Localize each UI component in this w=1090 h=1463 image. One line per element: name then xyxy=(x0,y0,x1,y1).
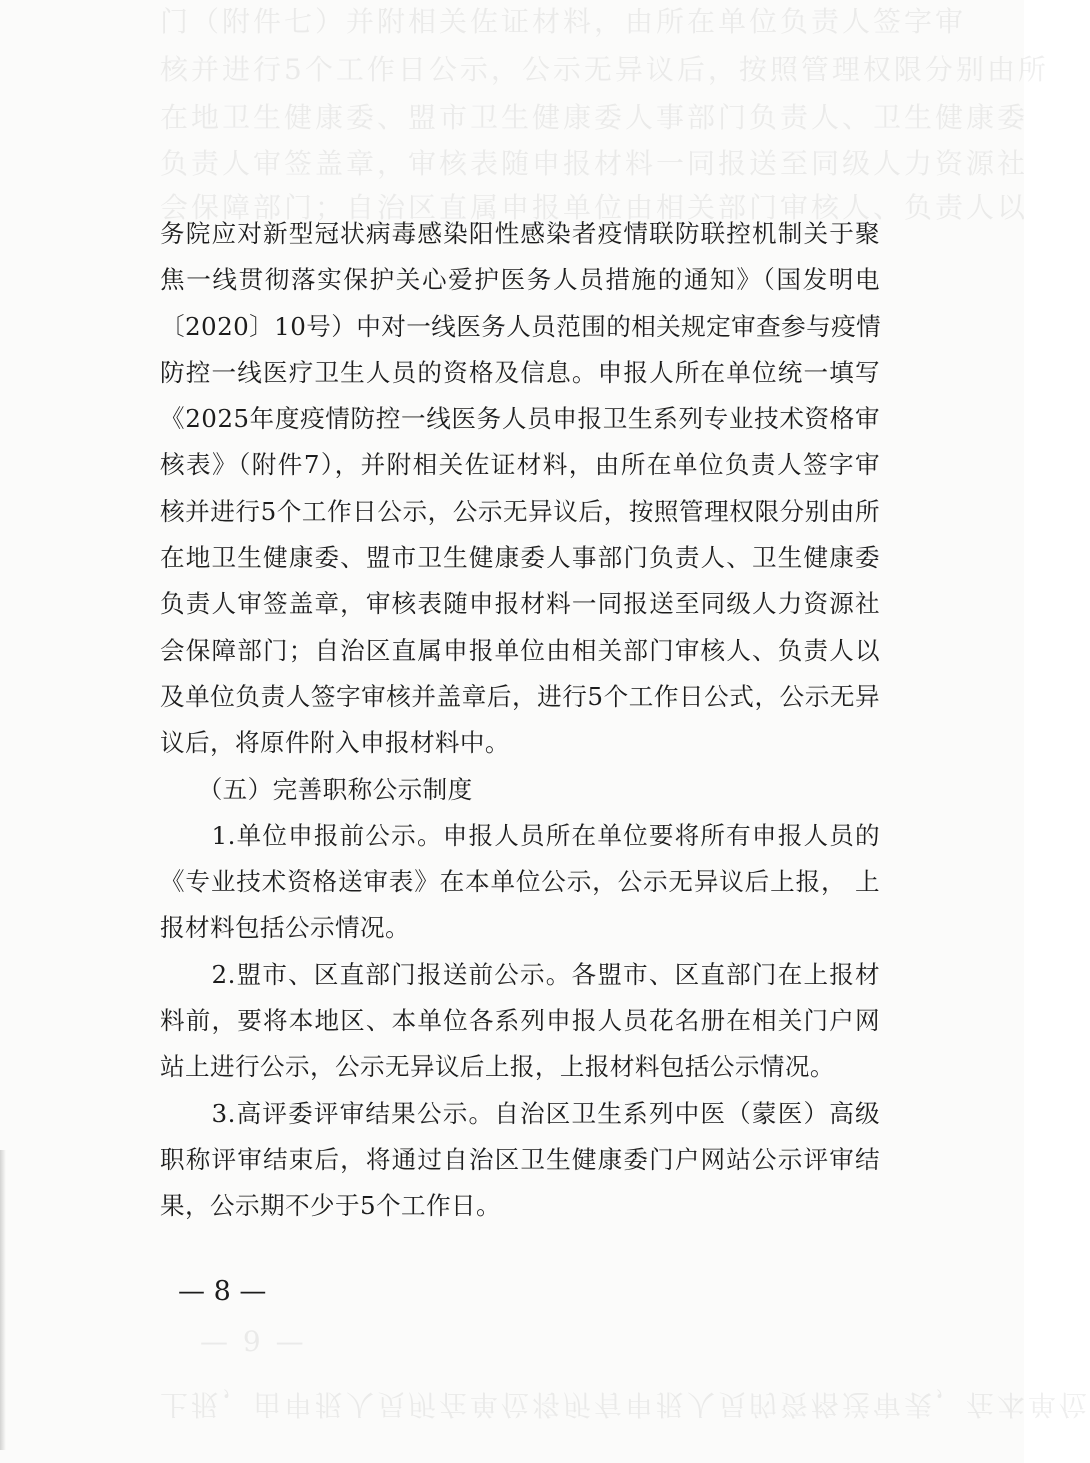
text-line: 负责人审签盖章，审核表随申报材料一同报送至同级人力资源社 xyxy=(160,589,880,619)
bleed-through-text: 上报，由申报人员所在单位将所有申报人员的资格送审表，在本单位 xyxy=(160,1388,1090,1421)
text-line: 《专业技术资格送审表》在本单位公示，公示无异议后上报， 上 xyxy=(160,867,880,897)
text-line: 焦一线贯彻落实保护关心爱护医务人员措施的通知》（国发明电 xyxy=(160,265,880,295)
document-body xyxy=(160,211,880,1230)
text-line: 及单位负责人签字审核并盖章后，进行5个工作日公式，公示无异 xyxy=(160,681,880,711)
scan-edge-shadow xyxy=(0,1150,6,1450)
text-line: 料前，要将本地区、本单位各系列申报人员花名册在相关门户网 xyxy=(160,1006,880,1036)
bleed-through-text: 会保障部门；自治区直属申报单位由相关部门审核人、负责人以 xyxy=(160,191,1029,224)
page-number: — 8 — xyxy=(178,1276,267,1307)
bleed-through-text: 门（附件七）并附相关佐证材料，由所在单位负责人签字审 xyxy=(160,5,967,38)
text-line: 在地卫生健康委、盟市卫生健康委人事部门负责人、卫生健康委 xyxy=(160,543,880,573)
text-line: 〔2020〕10号）中对一线医务人员范围的相关规定审查参与疫情 xyxy=(160,311,882,341)
bleed-through-text: 核并进行5个工作日公示，公示无异议后，按照管理权限分别由所 xyxy=(160,53,1049,86)
text-line: 核表》（附件7），并附相关佐证材料，由所在单位负责人签字审 xyxy=(160,450,880,480)
text-line: （五）完善职称公示制度 xyxy=(160,774,473,804)
text-line: 会保障部门；自治区直属申报单位由相关部门审核人、负责人以 xyxy=(160,635,880,665)
bleed-through-text: 负责人审签盖章，审核表随申报材料一同报送至同级人力资源社 xyxy=(160,147,1029,180)
text-line: 1.单位申报前公示。申报人员所在单位要将所有申报人员的 xyxy=(160,820,880,850)
text-line: 3.高评委评审结果公示。自治区卫生系列中医（蒙医）高级 xyxy=(160,1098,880,1128)
text-line: 站上进行公示，公示无异议后上报，上报材料包括公示情况。 xyxy=(160,1052,835,1082)
text-line: 议后，将原件附入申报材料中。 xyxy=(160,728,510,758)
text-line: 防控一线医疗卫生人员的资格及信息。申报人所在单位统一填写 xyxy=(160,357,880,387)
text-line: 职称评审结束后，将通过自治区卫生健康委门户网站公示评审结 xyxy=(160,1144,880,1174)
bleed-through-text: 在地卫生健康委、盟市卫生健康委人事部门负责人、卫生健康委 xyxy=(160,101,1029,134)
text-line: 核并进行5个工作日公示，公示无异议后，按照管理权限分别由所 xyxy=(160,496,880,526)
text-line: 《2025年度疫情防控一线医务人员申报卫生系列专业技术资格审 xyxy=(160,404,880,434)
text-line: 2.盟市、区直部门报送前公示。各盟市、区直部门在上报材 xyxy=(160,959,880,989)
text-line: 务院应对新型冠状病毒感染阳性感染者疫情联防联控机制关于聚 xyxy=(160,219,880,248)
text-line: 果，公示期不少于5个工作日。 xyxy=(160,1191,501,1221)
bleed-through-text: — 9 — xyxy=(200,1325,307,1358)
text-line: 报材料包括公示情况。 xyxy=(160,913,410,943)
